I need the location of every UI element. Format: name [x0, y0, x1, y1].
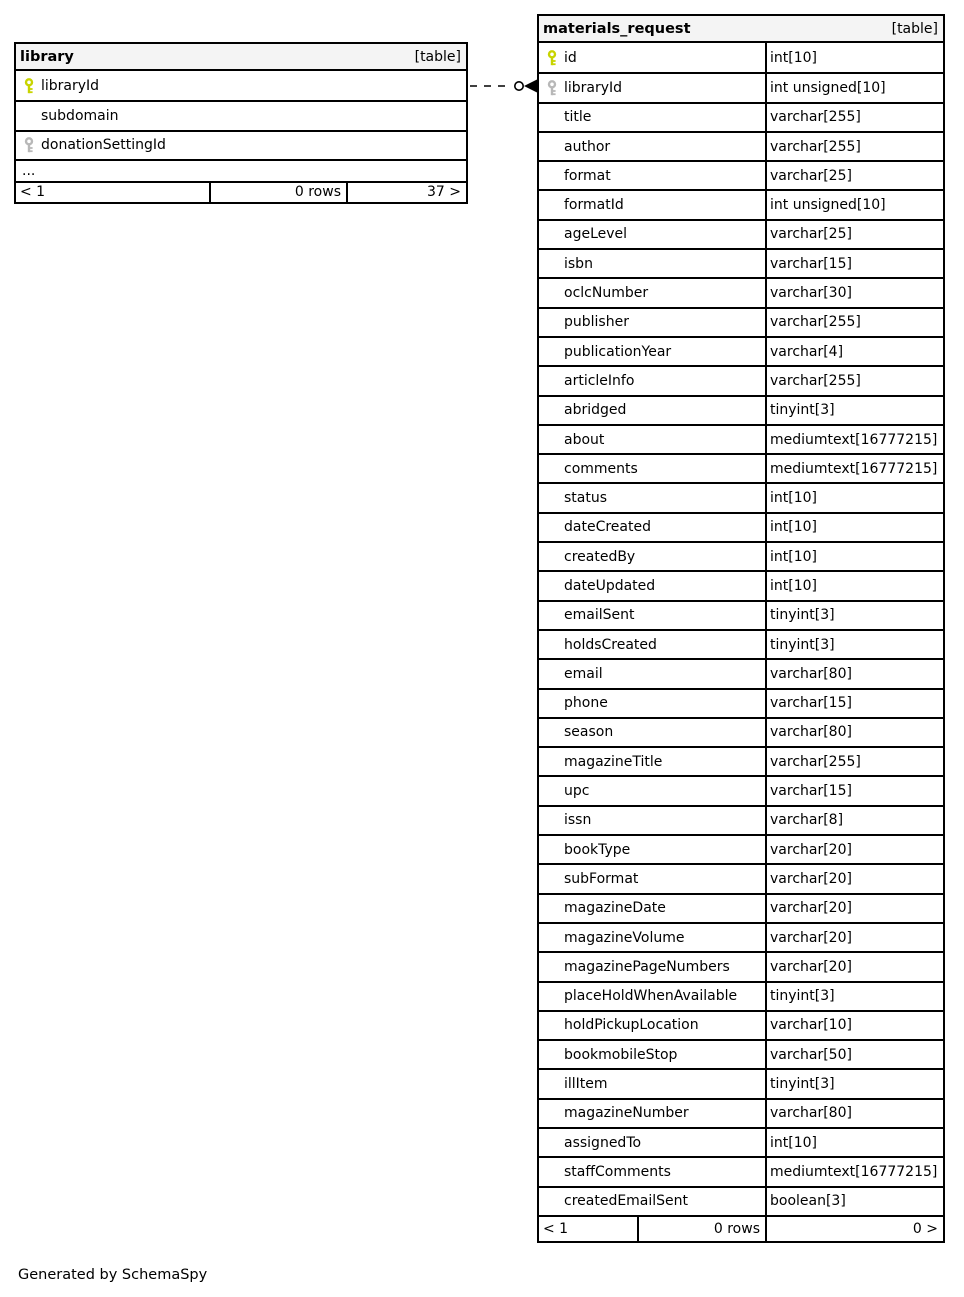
- column-row: [539, 1010, 943, 1039]
- column-name: publisher: [564, 314, 629, 331]
- footer-row-count: 0 rows: [209, 183, 346, 203]
- column-name: id: [564, 49, 577, 66]
- column-row: [539, 1127, 943, 1156]
- foreign-key-icon: [16, 137, 41, 153]
- column-name: title: [564, 109, 592, 126]
- column-type: tinyint[3]: [765, 602, 943, 629]
- column-type: varchar[20]: [765, 953, 943, 980]
- column-name: illItem: [564, 1076, 608, 1093]
- column-row: [539, 189, 943, 218]
- column-row: [539, 72, 943, 101]
- column-row: [16, 71, 466, 100]
- column-name: email: [564, 665, 603, 682]
- column-type: int[10]: [765, 1129, 943, 1156]
- table-footer: [539, 1215, 943, 1241]
- column-name: subdomain: [41, 108, 119, 125]
- column-row: [539, 102, 943, 131]
- table-type-badge: [table]: [891, 20, 938, 37]
- column-row: [539, 541, 943, 570]
- table-header[interactable]: [16, 44, 466, 71]
- column-type: varchar[80]: [765, 1100, 943, 1127]
- column-type: tinyint[3]: [765, 983, 943, 1010]
- column-type: varchar[30]: [765, 279, 943, 306]
- column-row: [539, 688, 943, 717]
- column-name: bookType: [564, 841, 631, 858]
- column-type: varchar[255]: [765, 104, 943, 131]
- column-name: bookmobileStop: [564, 1046, 678, 1063]
- column-name: libraryId: [564, 79, 623, 96]
- column-type: varchar[20]: [765, 924, 943, 951]
- column-row: [539, 1068, 943, 1097]
- column-name: articleInfo: [564, 372, 635, 389]
- column-row: [539, 951, 943, 980]
- column-type: varchar[15]: [765, 250, 943, 277]
- primary-key-icon: [539, 50, 564, 66]
- column-type: mediumtext[16777215]: [765, 1158, 943, 1185]
- column-row: [539, 365, 943, 394]
- column-row: [539, 307, 943, 336]
- column-row: [539, 629, 943, 658]
- footer-page-left: < 1: [543, 1220, 569, 1237]
- column-row: [539, 922, 943, 951]
- column-name: upc: [564, 783, 590, 800]
- table-header[interactable]: [539, 16, 943, 43]
- relationship-connector: [468, 76, 538, 96]
- column-name: author: [564, 138, 611, 155]
- table-name: library: [20, 48, 74, 65]
- table-materials-request[interactable]: [537, 14, 945, 1243]
- column-row: [539, 336, 943, 365]
- column-row: [539, 1039, 943, 1068]
- table-name: materials_request: [543, 20, 691, 37]
- column-type: tinyint[3]: [765, 631, 943, 658]
- column-list: [539, 43, 943, 1215]
- column-row: [539, 805, 943, 834]
- column-name: abridged: [564, 402, 627, 419]
- column-row: [539, 775, 943, 804]
- column-name: magazineNumber: [564, 1105, 689, 1122]
- column-row: [539, 43, 943, 72]
- primary-key-icon: [16, 78, 41, 94]
- column-type: boolean[3]: [765, 1188, 943, 1215]
- column-name: magazineDate: [564, 900, 666, 917]
- column-row: [539, 600, 943, 629]
- column-type: int[10]: [765, 514, 943, 541]
- column-row: [539, 1186, 943, 1215]
- column-row: [539, 981, 943, 1010]
- table-library[interactable]: [14, 42, 468, 204]
- column-name: ageLevel: [564, 226, 628, 243]
- column-name: libraryId: [41, 77, 100, 94]
- column-type: varchar[50]: [765, 1041, 943, 1068]
- column-name: staffComments: [564, 1163, 671, 1180]
- column-row: [16, 159, 466, 181]
- column-row: [16, 100, 466, 129]
- column-name: createdBy: [564, 548, 636, 565]
- column-row: [539, 717, 943, 746]
- column-row: [539, 482, 943, 511]
- column-name: holdPickupLocation: [564, 1017, 699, 1034]
- column-type: varchar[15]: [765, 777, 943, 804]
- column-row: [16, 130, 466, 159]
- table-footer: [16, 181, 466, 203]
- column-row: [539, 219, 943, 248]
- column-name: dateUpdated: [564, 577, 656, 594]
- column-row: [539, 395, 943, 424]
- column-name: status: [564, 490, 608, 507]
- crows-foot-icon: [524, 80, 537, 93]
- column-row: [539, 746, 943, 775]
- column-name: season: [564, 724, 614, 741]
- column-type: varchar[255]: [765, 309, 943, 336]
- column-type: varchar[20]: [765, 836, 943, 863]
- column-type: int[10]: [765, 543, 943, 570]
- column-name: isbn: [564, 255, 593, 272]
- column-name: donationSettingId: [41, 137, 166, 154]
- column-type: varchar[255]: [765, 133, 943, 160]
- column-type: varchar[25]: [765, 162, 943, 189]
- table-type-badge: [table]: [414, 48, 461, 65]
- column-name: assignedTo: [564, 1134, 642, 1151]
- column-type: varchar[80]: [765, 719, 943, 746]
- column-type: varchar[20]: [765, 865, 943, 892]
- column-type: varchar[255]: [765, 748, 943, 775]
- column-row: [539, 1156, 943, 1185]
- column-list: [16, 71, 466, 181]
- column-type: varchar[20]: [765, 895, 943, 922]
- column-row: [539, 160, 943, 189]
- column-type: int unsigned[10]: [765, 191, 943, 218]
- foreign-key-icon: [539, 80, 564, 96]
- column-row: [539, 893, 943, 922]
- column-row: [539, 1098, 943, 1127]
- column-type: varchar[8]: [765, 807, 943, 834]
- footer-page-right: 0 >: [765, 1217, 943, 1241]
- column-type: varchar[10]: [765, 1012, 943, 1039]
- column-type: mediumtext[16777215]: [765, 426, 943, 453]
- column-name: format: [564, 167, 611, 184]
- column-row: [539, 834, 943, 863]
- column-row: [539, 863, 943, 892]
- column-row: [539, 658, 943, 687]
- column-name: publicationYear: [564, 343, 672, 360]
- column-name: ...: [22, 162, 36, 179]
- footer-row-count: 0 rows: [637, 1217, 765, 1241]
- column-type: varchar[80]: [765, 660, 943, 687]
- generated-by-note: Generated by SchemaSpy: [18, 1267, 208, 1283]
- column-name: issn: [564, 812, 592, 829]
- column-name: subFormat: [564, 870, 639, 887]
- column-type: int unsigned[10]: [765, 74, 943, 101]
- column-name: createdEmailSent: [564, 1193, 689, 1210]
- column-name: magazineVolume: [564, 929, 685, 946]
- column-type: varchar[25]: [765, 221, 943, 248]
- column-type: varchar[255]: [765, 367, 943, 394]
- column-row: [539, 453, 943, 482]
- column-row: [539, 277, 943, 306]
- column-row: [539, 248, 943, 277]
- column-name: placeHoldWhenAvailable: [564, 988, 738, 1005]
- column-type: int[10]: [765, 484, 943, 511]
- column-name: oclcNumber: [564, 285, 649, 302]
- column-type: varchar[4]: [765, 338, 943, 365]
- column-name: formatId: [564, 197, 624, 214]
- column-name: magazineTitle: [564, 753, 663, 770]
- column-row: [539, 424, 943, 453]
- column-type: tinyint[3]: [765, 397, 943, 424]
- column-type: tinyint[3]: [765, 1070, 943, 1097]
- column-row: [539, 512, 943, 541]
- column-name: emailSent: [564, 607, 635, 624]
- column-name: comments: [564, 460, 638, 477]
- column-name: phone: [564, 695, 608, 712]
- column-row: [539, 131, 943, 160]
- footer-page-right: 37 >: [346, 183, 466, 203]
- column-name: dateCreated: [564, 519, 651, 536]
- column-type: int[10]: [765, 572, 943, 599]
- column-name: holdsCreated: [564, 636, 657, 653]
- column-name: about: [564, 431, 605, 448]
- column-type: int[10]: [765, 43, 943, 72]
- column-type: mediumtext[16777215]: [765, 455, 943, 482]
- column-row: [539, 570, 943, 599]
- column-type: varchar[15]: [765, 690, 943, 717]
- zero-cardinality-circle-icon: [515, 82, 523, 90]
- footer-page-left: < 1: [20, 184, 46, 201]
- column-name: magazinePageNumbers: [564, 958, 730, 975]
